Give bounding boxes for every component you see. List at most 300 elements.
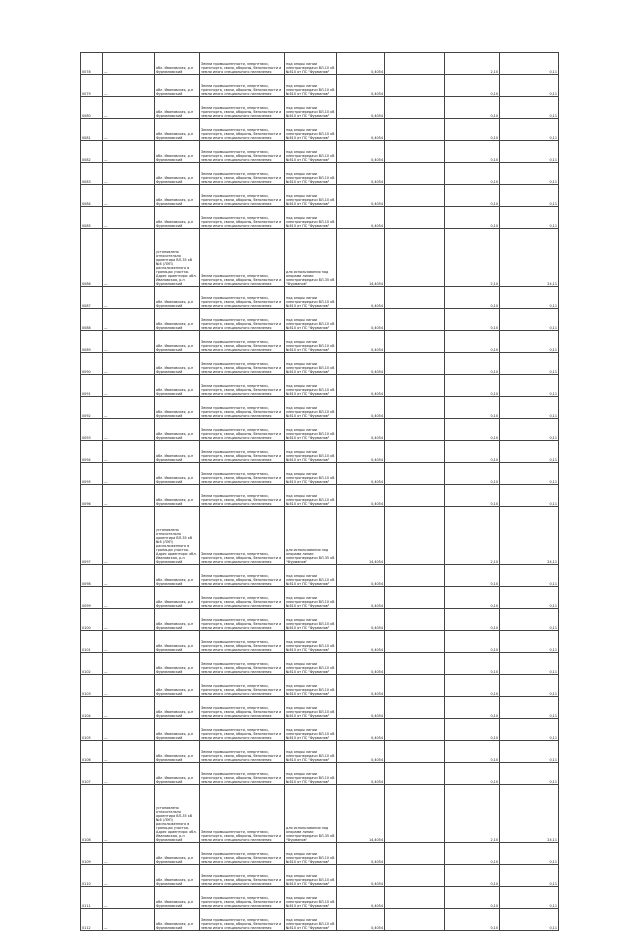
value-cell-2: 0,10 [445,697,500,719]
permitted-use-cell: под опоры линии электропередачи ВЛ-10 кВ №610 от ПС "Фурманов" [285,309,337,331]
permitted-use-cell: для использования под опорами линии электропередачи ВЛ-35 кВ "Фурманов" [285,507,337,565]
value-cell-1 [385,353,445,375]
cadastral-number-cell: — [103,507,155,565]
value-cell-2: 0,10 [445,75,500,97]
value-cell-2: 2,10 [445,53,500,75]
value-cell-1 [385,843,445,865]
value-cell-2: 0,10 [445,609,500,631]
value-cell-1 [385,375,445,397]
address-cell: обл. Ивановская, р-н Фурмановский [155,287,200,309]
value-cell-1 [385,53,445,75]
row-number-cell: 0082 [81,141,103,163]
address-cell: обл. Ивановская, р-н Фурмановский [155,565,200,587]
value-cell-3: 0,11 [500,163,559,185]
land-category-cell: Земли промышленности, энергетики, транспорта, связи, обороны, безопасности и земли иного специального назначения [200,697,285,719]
value-cell-1 [385,463,445,485]
value-cell-1 [385,507,445,565]
area-cell: 0,4054 [337,353,385,375]
value-cell-3: 0,11 [500,741,559,763]
row-number-cell: 0095 [81,463,103,485]
value-cell-3: 0,11 [500,397,559,419]
land-category-cell: Земли промышленности, энергетики, транспорта, связи, обороны, безопасности и земли иного специального назначения [200,375,285,397]
area-cell: 0,4054 [337,119,385,141]
row-number-cell: 0083 [81,163,103,185]
value-cell-2: 0,10 [445,587,500,609]
value-cell-3: 0,11 [500,719,559,741]
permitted-use-cell: под опоры линии электропередачи ВЛ-10 кВ №610 от ПС "Фурманов" [285,843,337,865]
land-category-cell: Земли промышленности, энергетики, транспорта, связи, обороны, безопасности и земли иного специального назначения [200,229,285,287]
land-category-cell: Земли промышленности, энергетики, транспорта, связи, обороны, безопасности и земли иного специального назначения [200,463,285,485]
permitted-use-cell: под опоры линии электропередачи ВЛ-10 кВ №610 от ПС "Фурманов" [285,185,337,207]
land-category-cell: Земли промышленности, энергетики, транспорта, связи, обороны, безопасности и земли иного специального назначения [200,353,285,375]
value-cell-3: 0,11 [500,287,559,309]
value-cell-2: 0,10 [445,375,500,397]
address-cell: обл. Ивановская, р-н Фурмановский [155,609,200,631]
address-cell: обл. Ивановская, р-н Фурмановский [155,719,200,741]
table-row [81,909,559,931]
table-row [81,287,559,309]
permitted-use-cell: под опоры линии электропередачи ВЛ-10 кВ №610 от ПС "Фурманов" [285,331,337,353]
value-cell-3: 0,11 [500,309,559,331]
cadastral-number-cell: — [103,229,155,287]
value-cell-1 [385,785,445,843]
value-cell-1 [385,565,445,587]
area-cell: 0,4054 [337,675,385,697]
area-cell: 0,4054 [337,631,385,653]
table-row [81,631,559,653]
land-category-cell: Земли промышленности, энергетики, транспорта, связи, обороны, безопасности и земли иного специального назначения [200,865,285,887]
table-row [81,609,559,631]
table-row [81,185,559,207]
value-cell-3: 0,11 [500,631,559,653]
value-cell-2: 0,10 [445,353,500,375]
cadastral-number-cell: — [103,843,155,865]
row-number-cell: 0088 [81,309,103,331]
permitted-use-cell: под опоры линии электропередачи ВЛ-10 кВ №610 от ПС "Фурманов" [285,463,337,485]
area-cell: 0,4054 [337,463,385,485]
value-cell-2: 0,10 [445,463,500,485]
value-cell-1 [385,331,445,353]
permitted-use-cell: под опоры линии электропередачи ВЛ-10 кВ №610 от ПС "Фурманов" [285,865,337,887]
table-row [81,843,559,865]
value-cell-2: 0,10 [445,141,500,163]
land-category-cell: Земли промышленности, энергетики, транспорта, связи, обороны, безопасности и земли иного специального назначения [200,53,285,75]
cadastral-number-cell: — [103,353,155,375]
value-cell-3: 0,11 [500,675,559,697]
cadastral-number-cell: — [103,185,155,207]
value-cell-2: 0,10 [445,763,500,785]
row-number-cell: 0085 [81,207,103,229]
value-cell-1 [385,287,445,309]
cadastral-number-cell: — [103,485,155,507]
table-row [81,229,559,287]
address-cell: обл. Ивановская, р-н Фурмановский [155,97,200,119]
land-category-cell: Земли промышленности, энергетики, транспорта, связи, обороны, безопасности и земли иного специального назначения [200,653,285,675]
address-cell: обл. Ивановская, р-н Фурмановский [155,375,200,397]
area-cell: 0,4054 [337,141,385,163]
area-cell: 0,4054 [337,485,385,507]
cadastral-number-cell: — [103,287,155,309]
land-category-cell: Земли промышленности, энергетики, транспорта, связи, обороны, безопасности и земли иного специального назначения [200,287,285,309]
land-category-cell: Земли промышленности, энергетики, транспорта, связи, обороны, безопасности и земли иного специального назначения [200,207,285,229]
land-category-cell: Земли промышленности, энергетики, транспорта, связи, обороны, безопасности и земли иного специального назначения [200,397,285,419]
table-row [81,119,559,141]
permitted-use-cell: под опоры линии электропередачи ВЛ-10 кВ №610 от ПС "Фурманов" [285,631,337,653]
cadastral-number-cell: — [103,163,155,185]
land-category-cell: Земли промышленности, энергетики, транспорта, связи, обороны, безопасности и земли иного специального назначения [200,441,285,463]
cadastral-number-cell: — [103,887,155,909]
area-cell: 0,4054 [337,843,385,865]
value-cell-2: 0,10 [445,397,500,419]
area-cell: 0,4054 [337,909,385,931]
address-cell: обл. Ивановская, р-н Фурмановский [155,185,200,207]
cadastral-number-cell: — [103,697,155,719]
row-number-cell: 0112 [81,909,103,931]
table-row [81,441,559,463]
value-cell-1 [385,141,445,163]
cadastral-number-cell: — [103,441,155,463]
cadastral-number-cell: — [103,865,155,887]
row-number-cell: 0098 [81,565,103,587]
row-number-cell: 0102 [81,653,103,675]
area-cell: 0,4054 [337,331,385,353]
value-cell-2: 0,10 [445,741,500,763]
land-category-cell: Земли промышленности, энергетики, транспорта, связи, обороны, безопасности и земли иного специального назначения [200,163,285,185]
value-cell-2: 0,10 [445,653,500,675]
area-cell: 0,4054 [337,287,385,309]
area-cell: 0,4054 [337,609,385,631]
cadastral-number-cell: — [103,331,155,353]
value-cell-3: 0,11 [500,141,559,163]
area-cell: 0,4054 [337,75,385,97]
address-cell: установлено относительно ориентира ВЛ-35 кВ №6 (ЛЭП) расположенного в границах участка. Адрес ориентира: обл. Ивановская, р-н Фурмановский [155,229,200,287]
permitted-use-cell: под опоры линии электропередачи ВЛ-10 кВ №610 от ПС "Фурманов" [285,565,337,587]
value-cell-3: 0,11 [500,185,559,207]
address-cell: обл. Ивановская, р-н Фурмановский [155,887,200,909]
value-cell-1 [385,119,445,141]
area-cell: 0,4054 [337,309,385,331]
row-number-cell: 0093 [81,419,103,441]
address-cell: обл. Ивановская, р-н Фурмановский [155,309,200,331]
cadastral-number-cell: — [103,719,155,741]
table-row [81,587,559,609]
address-cell: обл. Ивановская, р-н Фурмановский [155,75,200,97]
cadastral-number-cell: — [103,741,155,763]
address-cell: обл. Ивановская, р-н Фурмановский [155,697,200,719]
permitted-use-cell: под опоры линии электропередачи ВЛ-10 кВ №610 от ПС "Фурманов" [285,887,337,909]
land-category-cell: Земли промышленности, энергетики, транспорта, связи, обороны, безопасности и земли иного специального назначения [200,887,285,909]
address-cell: обл. Ивановская, р-н Фурмановский [155,441,200,463]
value-cell-1 [385,719,445,741]
permitted-use-cell: под опоры линии электропередачи ВЛ-10 кВ №610 от ПС "Фурманов" [285,653,337,675]
value-cell-1 [385,75,445,97]
permitted-use-cell: для использования под опорами линии электропередачи ВЛ-35 кВ "Фурманов" [285,229,337,287]
row-number-cell: 0081 [81,119,103,141]
area-cell: 0,4054 [337,697,385,719]
table-row [81,719,559,741]
area-cell: 14,4054 [337,507,385,565]
land-category-cell: Земли промышленности, энергетики, транспорта, связи, обороны, безопасности и земли иного специального назначения [200,331,285,353]
value-cell-3: 0,11 [500,53,559,75]
value-cell-2: 0,10 [445,909,500,931]
value-cell-3: 0,11 [500,587,559,609]
table-row [81,507,559,565]
area-cell: 0,4054 [337,53,385,75]
area-cell: 0,4054 [337,185,385,207]
cadastral-number-cell: — [103,463,155,485]
table-row [81,75,559,97]
row-number-cell: 0087 [81,287,103,309]
permitted-use-cell: под опоры линии электропередачи ВЛ-10 кВ №610 от ПС "Фурманов" [285,419,337,441]
value-cell-1 [385,485,445,507]
table-row [81,419,559,441]
permitted-use-cell: под опоры линии электропередачи ВЛ-10 кВ №610 от ПС "Фурманов" [285,163,337,185]
permitted-use-cell: под опоры линии электропередачи ВЛ-10 кВ №610 от ПС "Фурманов" [285,287,337,309]
permitted-use-cell: под опоры линии электропередачи ВЛ-10 кВ №610 от ПС "Фурманов" [285,375,337,397]
address-cell: обл. Ивановская, р-н Фурмановский [155,463,200,485]
value-cell-3: 0,11 [500,353,559,375]
table-row [81,53,559,75]
address-cell: обл. Ивановская, р-н Фурмановский [155,675,200,697]
row-number-cell: 0100 [81,609,103,631]
value-cell-2: 0,10 [445,887,500,909]
row-number-cell: 0108 [81,785,103,843]
table-row [81,309,559,331]
value-cell-3: 0,11 [500,485,559,507]
cadastral-number-cell: — [103,53,155,75]
cadastral-number-cell: — [103,309,155,331]
area-cell: 0,4054 [337,97,385,119]
value-cell-1 [385,587,445,609]
value-cell-1 [385,163,445,185]
value-cell-3: 0,11 [500,565,559,587]
value-cell-3: 0,11 [500,75,559,97]
value-cell-2: 0,10 [445,97,500,119]
address-cell: обл. Ивановская, р-н Фурмановский [155,353,200,375]
land-category-cell: Земли промышленности, энергетики, транспорта, связи, обороны, безопасности и земли иного специального назначения [200,719,285,741]
value-cell-1 [385,97,445,119]
row-number-cell: 0110 [81,865,103,887]
table-row [81,675,559,697]
row-number-cell: 0105 [81,719,103,741]
table-row [81,97,559,119]
address-cell: обл. Ивановская, р-н Фурмановский [155,119,200,141]
cadastral-number-cell: — [103,119,155,141]
value-cell-3: 0,11 [500,97,559,119]
permitted-use-cell: под опоры линии электропередачи ВЛ-10 кВ №610 от ПС "Фурманов" [285,909,337,931]
address-cell: установлено относительно ориентира ВЛ-35 кВ №6 (ЛЭП) расположенного в границах участка. Адрес ориентира: обл. Ивановская, р-н Фурмановский [155,785,200,843]
land-category-cell: Земли промышленности, энергетики, транспорта, связи, обороны, безопасности и земли иного специального назначения [200,785,285,843]
value-cell-2: 0,10 [445,287,500,309]
area-cell: 0,4054 [337,741,385,763]
row-number-cell: 0101 [81,631,103,653]
area-cell: 14,4054 [337,785,385,843]
value-cell-2: 0,10 [445,843,500,865]
address-cell: обл. Ивановская, р-н Фурмановский [155,485,200,507]
address-cell: обл. Ивановская, р-н Фурмановский [155,865,200,887]
value-cell-3: 0,11 [500,207,559,229]
value-cell-1 [385,185,445,207]
area-cell: 0,4054 [337,587,385,609]
row-number-cell: 0084 [81,185,103,207]
address-cell: обл. Ивановская, р-н Фурмановский [155,207,200,229]
land-category-cell: Земли промышленности, энергетики, транспорта, связи, обороны, безопасности и земли иного специального назначения [200,909,285,931]
row-number-cell: 0086 [81,229,103,287]
table-row [81,141,559,163]
table-row [81,207,559,229]
row-number-cell: 0107 [81,763,103,785]
value-cell-1 [385,865,445,887]
permitted-use-cell: под опоры линии электропередачи ВЛ-10 кВ №610 от ПС "Фурманов" [285,441,337,463]
row-number-cell: 0103 [81,675,103,697]
row-number-cell: 0104 [81,697,103,719]
value-cell-1 [385,609,445,631]
table-row [81,353,559,375]
table-row [81,865,559,887]
value-cell-1 [385,229,445,287]
address-cell: обл. Ивановская, р-н Фурмановский [155,419,200,441]
permitted-use-cell: под опоры линии электропередачи ВЛ-10 кВ №610 от ПС "Фурманов" [285,763,337,785]
table-row [81,697,559,719]
row-number-cell: 0094 [81,441,103,463]
land-category-cell: Земли промышленности, энергетики, транспорта, связи, обороны, безопасности и земли иного специального назначения [200,763,285,785]
row-number-cell: 0090 [81,353,103,375]
value-cell-2: 2,10 [445,785,500,843]
land-category-cell: Земли промышленности, энергетики, транспорта, связи, обороны, безопасности и земли иного специального назначения [200,119,285,141]
address-cell: установлено относительно ориентира ВЛ-35 кВ №6 (ЛЭП) расположенного в границах участка. Адрес ориентира: обл. Ивановская, р-н Фурмановский [155,507,200,565]
cadastral-number-cell: — [103,609,155,631]
area-cell: 0,4054 [337,865,385,887]
address-cell: обл. Ивановская, р-н Фурмановский [155,843,200,865]
address-cell: обл. Ивановская, р-н Фурмановский [155,631,200,653]
table-row [81,375,559,397]
table-row [81,331,559,353]
value-cell-3: 0,11 [500,375,559,397]
cadastral-number-cell: — [103,397,155,419]
area-cell: 0,4054 [337,719,385,741]
value-cell-1 [385,675,445,697]
table-row [81,463,559,485]
value-cell-3: 0,11 [500,331,559,353]
value-cell-3: 24,11 [500,229,559,287]
area-cell: 0,4054 [337,207,385,229]
permitted-use-cell: под опоры линии электропередачи ВЛ-10 кВ №610 от ПС "Фурманов" [285,397,337,419]
value-cell-1 [385,697,445,719]
area-cell: 0,4054 [337,441,385,463]
value-cell-2: 0,10 [445,631,500,653]
address-cell: обл. Ивановская, р-н Фурмановский [155,141,200,163]
value-cell-2: 0,10 [445,331,500,353]
permitted-use-cell: под опоры линии электропередачи ВЛ-10 кВ №610 от ПС "Фурманов" [285,675,337,697]
value-cell-2: 0,10 [445,675,500,697]
permitted-use-cell: под опоры линии электропередачи ВЛ-10 кВ №610 от ПС "Фурманов" [285,609,337,631]
permitted-use-cell: под опоры линии электропередачи ВЛ-10 кВ №610 от ПС "Фурманов" [285,97,337,119]
land-category-cell: Земли промышленности, энергетики, транспорта, связи, обороны, безопасности и земли иного специального назначения [200,507,285,565]
cadastral-number-cell: — [103,75,155,97]
table-row [81,887,559,909]
permitted-use-cell: под опоры линии электропередачи ВЛ-10 кВ №610 от ПС "Фурманов" [285,207,337,229]
land-category-cell: Земли промышленности, энергетики, транспорта, связи, обороны, безопасности и земли иного специального назначения [200,741,285,763]
area-cell: 0,4054 [337,565,385,587]
permitted-use-cell: под опоры линии электропередачи ВЛ-10 кВ №610 от ПС "Фурманов" [285,587,337,609]
permitted-use-cell: под опоры линии электропередачи ВЛ-10 кВ №610 от ПС "Фурманов" [285,741,337,763]
cadastral-number-cell: — [103,565,155,587]
value-cell-3: 0,11 [500,909,559,931]
table-row [81,785,559,843]
row-number-cell: 0097 [81,507,103,565]
table-row [81,485,559,507]
table-row [81,397,559,419]
value-cell-1 [385,653,445,675]
cadastral-number-cell: — [103,375,155,397]
land-category-cell: Земли промышленности, энергетики, транспорта, связи, обороны, безопасности и земли иного специального назначения [200,185,285,207]
land-category-cell: Земли промышленности, энергетики, транспорта, связи, обороны, безопасности и земли иного специального назначения [200,587,285,609]
table-row [81,741,559,763]
value-cell-2: 0,10 [445,865,500,887]
value-cell-2: 0,10 [445,309,500,331]
cadastral-number-cell: — [103,909,155,931]
value-cell-3: 0,11 [500,419,559,441]
table-row [81,163,559,185]
value-cell-3: 24,11 [500,507,559,565]
address-cell: обл. Ивановская, р-н Фурмановский [155,763,200,785]
cadastral-number-cell: — [103,785,155,843]
land-plot-table [80,52,559,931]
value-cell-2: 0,10 [445,207,500,229]
table-row [81,763,559,785]
cadastral-number-cell: — [103,675,155,697]
value-cell-1 [385,397,445,419]
value-cell-3: 0,11 [500,653,559,675]
value-cell-1 [385,887,445,909]
value-cell-3: 24,11 [500,785,559,843]
land-category-cell: Земли промышленности, энергетики, транспорта, связи, обороны, безопасности и земли иного специального назначения [200,565,285,587]
land-category-cell: Земли промышленности, энергетики, транспорта, связи, обороны, безопасности и земли иного специального назначения [200,609,285,631]
area-cell: 0,4054 [337,375,385,397]
value-cell-1 [385,741,445,763]
land-category-cell: Земли промышленности, энергетики, транспорта, связи, обороны, безопасности и земли иного специального назначения [200,843,285,865]
permitted-use-cell: под опоры линии электропередачи ВЛ-10 кВ №610 от ПС "Фурманов" [285,141,337,163]
value-cell-1 [385,309,445,331]
land-category-cell: Земли промышленности, энергетики, транспорта, связи, обороны, безопасности и земли иного специального назначения [200,309,285,331]
value-cell-1 [385,631,445,653]
value-cell-1 [385,909,445,931]
row-number-cell: 0079 [81,75,103,97]
row-number-cell: 0099 [81,587,103,609]
area-cell: 0,4054 [337,653,385,675]
value-cell-1 [385,419,445,441]
row-number-cell: 0091 [81,375,103,397]
area-cell: 0,4054 [337,887,385,909]
address-cell: обл. Ивановская, р-н Фурмановский [155,909,200,931]
row-number-cell: 0092 [81,397,103,419]
row-number-cell: 0089 [81,331,103,353]
address-cell: обл. Ивановская, р-н Фурмановский [155,53,200,75]
row-number-cell: 0080 [81,97,103,119]
cadastral-number-cell: — [103,763,155,785]
value-cell-2: 2,10 [445,507,500,565]
land-category-cell: Земли промышленности, энергетики, транспорта, связи, обороны, безопасности и земли иного специального назначения [200,631,285,653]
area-cell: 0,4054 [337,397,385,419]
value-cell-3: 0,11 [500,441,559,463]
area-cell: 0,4054 [337,763,385,785]
value-cell-1 [385,441,445,463]
address-cell: обл. Ивановская, р-н Фурмановский [155,653,200,675]
address-cell: обл. Ивановская, р-н Фурмановский [155,163,200,185]
land-category-cell: Земли промышленности, энергетики, транспорта, связи, обороны, безопасности и земли иного специального назначения [200,675,285,697]
value-cell-2: 0,10 [445,485,500,507]
area-cell: 0,4054 [337,419,385,441]
